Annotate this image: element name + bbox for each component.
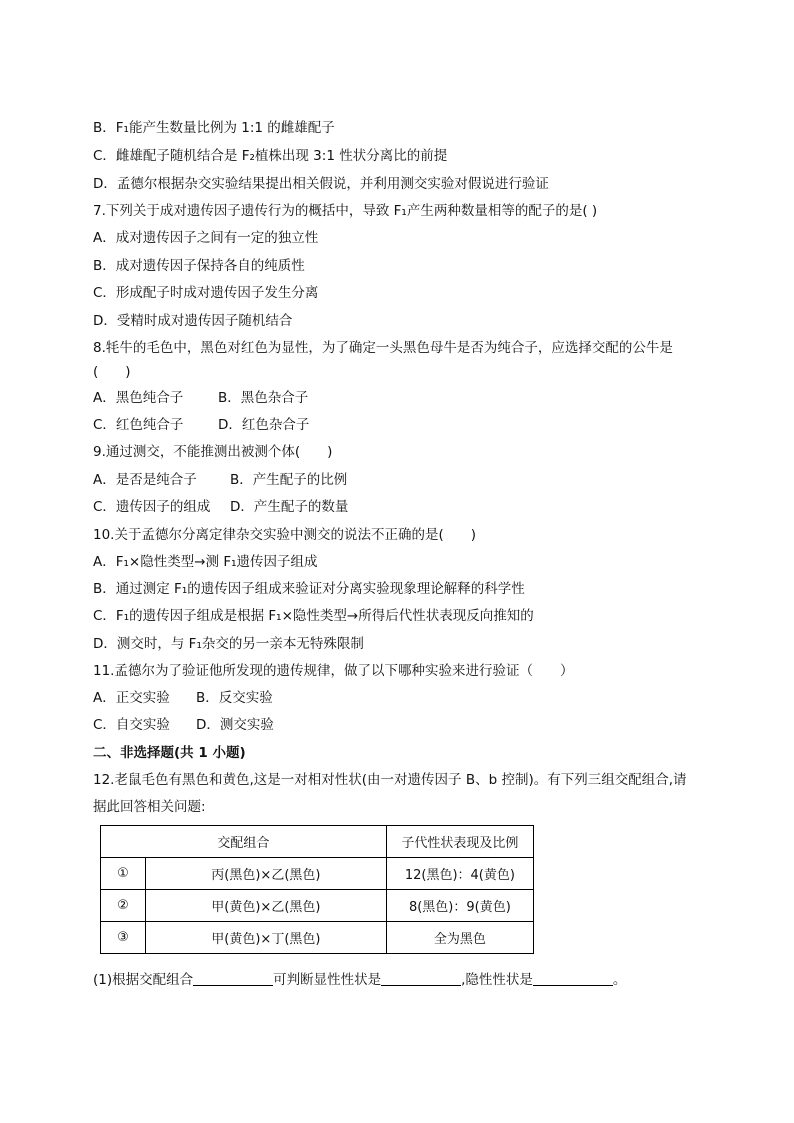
table-row	[101, 890, 534, 922]
row-index: ②	[101, 890, 146, 922]
q8-option-d: D．红色杂合子	[218, 417, 310, 433]
q8-option-c: C．红色纯合子	[93, 417, 184, 433]
row-cross: 甲(黄色)×丁(黑色)	[146, 922, 387, 954]
table-row	[101, 858, 534, 890]
q8-option-b: B．黑色杂合子	[218, 390, 309, 406]
q8-option-a: A．黑色纯合子	[93, 390, 184, 406]
q10-option-d: D．测交时，与 F₁杂交的另一亲本无特殊限制	[93, 636, 364, 652]
row-offspring: 全为黑色	[386, 922, 533, 954]
q8-stem: 8.牦牛的毛色中，黑色对红色为显性，为了确定一头黑色母牛是否为纯合子，应选择交配的公牛是	[93, 340, 673, 356]
q8-stem-bracket: ( )	[93, 364, 131, 380]
q9-option-b: B．产生配子的比例	[230, 472, 348, 488]
answer-blank-2[interactable]	[381, 971, 461, 986]
q9-option-a: A．是否是纯合子	[93, 472, 197, 488]
q6-option-d: D．孟德尔根据杂交实验结果提出相关假说，并利用测交实验对假说进行验证	[93, 176, 549, 192]
sub1-text-b: 可判断显性性状是	[273, 972, 382, 988]
q11-stem: 11.孟德尔为了验证他所发现的遗传规律，做了以下哪种实验来进行验证（ ）	[93, 663, 574, 679]
section-heading: 二、非选择题(共 1 小题)	[93, 745, 246, 761]
q7-option-d: D．受精时成对遗传因子随机结合	[93, 313, 293, 329]
q9-stem: 9.通过测交，不能推测出被测个体( )	[93, 444, 333, 460]
table-header-row	[101, 826, 534, 858]
row-offspring: 12(黑色)：4(黄色)	[386, 858, 533, 890]
q11-option-d: D．测交实验	[196, 717, 274, 733]
q7-option-b: B．成对遗传因子保持各自的纯质性	[93, 258, 305, 274]
row-offspring: 8(黑色)：9(黄色)	[386, 890, 533, 922]
q6-option-c: C．雌雄配子随机结合是 F₂植株出现 3:1 性状分离比的前提	[93, 148, 448, 164]
q9-option-d: D．产生配子的数量	[230, 499, 349, 515]
q11-option-a: A．正交实验	[93, 690, 170, 706]
q11-option-b: B．反交实验	[196, 690, 273, 706]
sub1-text-d: 。	[612, 972, 627, 988]
q12-subquestion-1	[93, 970, 626, 990]
header-cross: 交配组合	[101, 826, 387, 858]
table-row	[101, 922, 534, 954]
answer-blank-1[interactable]	[193, 971, 273, 986]
cross-table	[100, 825, 534, 954]
q7-option-c: C．形成配子时成对遗传因子发生分离	[93, 285, 319, 301]
q10-stem: 10.关于孟德尔分离定律杂交实验中测交的说法不正确的是( )	[93, 527, 477, 543]
q11-option-c: C．自交实验	[93, 717, 170, 733]
row-cross: 甲(黄色)×乙(黑色)	[146, 890, 387, 922]
answer-blank-3[interactable]	[533, 971, 613, 986]
q10-option-a: A．F₁×隐性类型→测 F₁遗传因子组成	[93, 554, 318, 570]
row-index: ③	[101, 922, 146, 954]
q9-option-c: C．遗传因子的组成	[93, 499, 211, 515]
row-cross: 丙(黑色)×乙(黑色)	[146, 858, 387, 890]
q7-option-a: A．成对遗传因子之间有一定的独立性	[93, 230, 319, 246]
q7-stem: 7.下列关于成对遗传因子遗传行为的概括中，导致 F₁产生两种数量相等的配子的是( )	[93, 203, 598, 219]
q12-stem-line2: 据此回答相关问题:	[93, 799, 206, 815]
sub1-text-a: (1)根据交配组合	[93, 972, 194, 988]
q10-option-c: C．F₁的遗传因子组成是根据 F₁×隐性类型→所得后代性状表现反向推知的	[93, 608, 534, 624]
row-index: ①	[101, 858, 146, 890]
header-offspring: 子代性状表现及比例	[386, 826, 533, 858]
q6-option-b: B．F₁能产生数量比例为 1:1 的雌雄配子	[93, 120, 335, 136]
q10-option-b: B．通过测定 F₁的遗传因子组成来验证对分离实验现象理论解释的科学性	[93, 581, 525, 597]
sub1-text-c: ,隐性性状是	[461, 972, 533, 988]
q12-stem-line1: 12.老鼠毛色有黑色和黄色,这是一对相对性状(由一对遗传因子 B、b 控制)。有下列三组交配组合,请	[93, 772, 687, 788]
